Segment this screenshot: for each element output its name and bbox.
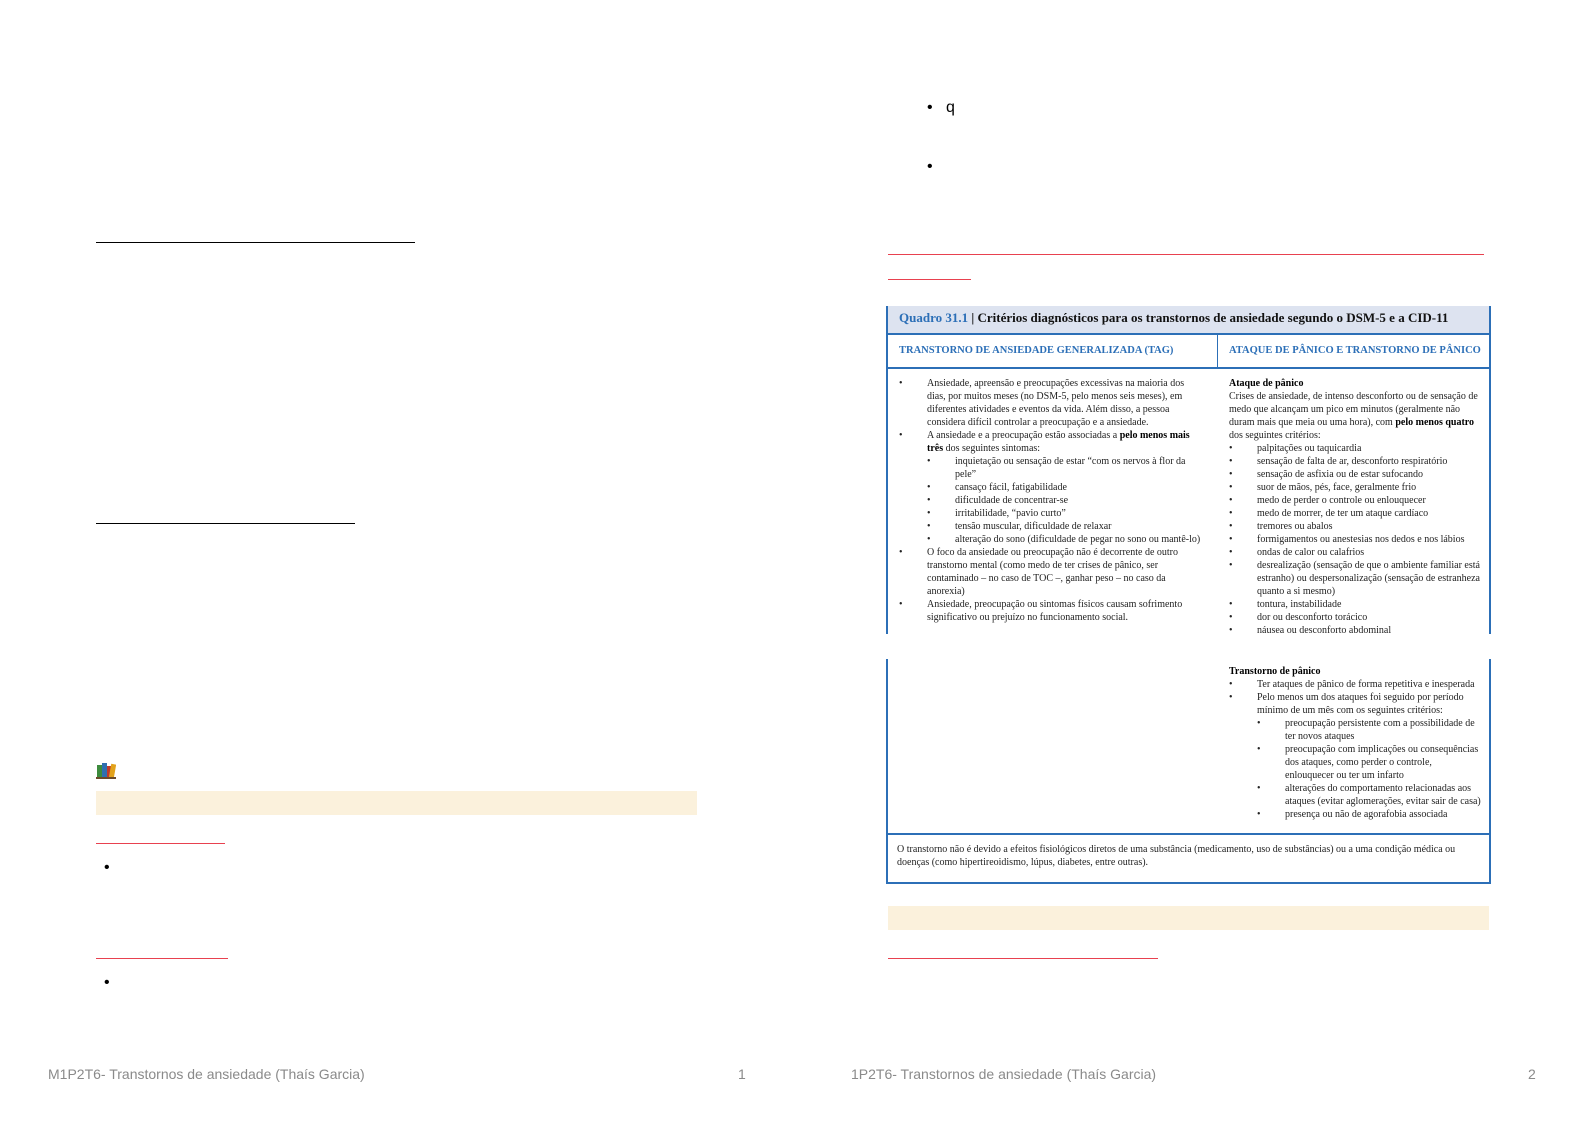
- tag-symptom: • cansaço fácil, fatigabilidade: [927, 481, 1205, 494]
- column-divider: [1217, 334, 1218, 367]
- panic-attack-heading: Ataque de pânico: [1229, 378, 1304, 389]
- tag-symptom-list: [927, 455, 1205, 546]
- tag-criterion: • Ansiedade, apreensão e preocupações excessivas na maioria dos dias, por muitos meses (no DSM-5, pelo menos seis meses), em diferentes atividades e eventos da vida. Além disso, a pessoa considera difícil controlar a preocupação e a ansiedade.: [899, 377, 1205, 429]
- panic-criterion: • medo de morrer, de ter um ataque cardíaco: [1229, 507, 1481, 520]
- tag-criterion: • A ansiedade e a preocupação estão associadas a pelo menos mais três dos seguintes sintomas: • inquietação ou sensação de estar “com os nervos à flor da pele” • cansaço fácil, fatigabilidade • dificuldade de concentrar-se • irritabilidade, “pavio curto” • tensão muscular, dificuldade de relaxar • alteração do sono (dificuldade de pegar no sono ou mantê-lo): [899, 429, 1205, 546]
- table-number: Quadro 31.1: [899, 310, 969, 325]
- panic-attack-intro: Crises de ansiedade, de intenso desconforto ou de sensação de medo que alcançam um pico em minutos (geralmente não duram mais que meia ou uma hora), com pelo menos quatro dos seguintes critérios:: [1229, 391, 1478, 441]
- panic-criterion: • palpitações ou taquicardia: [1229, 442, 1481, 455]
- bullet-point: •: [104, 859, 110, 876]
- panic-attack-list: [1229, 442, 1481, 637]
- bullet-point: •: [104, 974, 110, 991]
- table-divider: [888, 333, 1489, 335]
- tag-symptom: • irritabilidade, “pavio curto”: [927, 507, 1205, 520]
- panic-criterion: • formigamentos ou anestesias nos dedos e nos lábios: [1229, 533, 1481, 546]
- tag-symptom: • alteração do sono (dificuldade de pegar no sono ou mantê-lo): [927, 533, 1205, 546]
- table-footnote: O transtorno não é devido a efeitos fisiológicos diretos de uma substância (medicamento, uso de substâncias) ou a uma condição médica ou doenças (como hipertireoidismo, lúpus, diabetes, entre outras).: [897, 844, 1456, 868]
- panic-criterion: • sensação de falta de ar, desconforto respiratório: [1229, 455, 1481, 468]
- table-title-separator: |: [968, 310, 978, 325]
- panic-criterion: • dor ou desconforto torácico: [1229, 611, 1481, 624]
- panic-disorder-criterion: • Ter ataques de pânico de forma repetitiva e inesperada: [1229, 678, 1481, 691]
- panic-disorder-list: [1229, 678, 1481, 821]
- panic-criterion: • desrealização (sensação de que o ambiente familiar está estranho) ou despersonalização (sensação de estranheza quanto a si mesmo): [1229, 559, 1481, 598]
- panic-disorder-heading: Transtorno de pânico: [1229, 666, 1321, 677]
- tag-symptom: • inquietação ou sensação de estar “com os nervos à flor da pele”: [927, 455, 1205, 481]
- criteria-table-figure-continued: [886, 659, 1491, 884]
- books-icon: [96, 761, 116, 779]
- highlight-bar: [96, 791, 697, 815]
- panic-attack-criteria: [1229, 377, 1481, 637]
- panic-criterion: • ondas de calor ou calafrios: [1229, 546, 1481, 559]
- col1-header: TRANSTORNO DE ANSIEDADE GENERALIZADA (TAG): [899, 345, 1174, 356]
- red-underline: [888, 279, 971, 280]
- panic-disorder-subcriterion: • preocupação persistente com a possibilidade de ter novos ataques: [1257, 717, 1481, 743]
- panic-criterion: • tontura, instabilidade: [1229, 598, 1481, 611]
- heading-underline: [96, 242, 415, 243]
- table-divider: [888, 833, 1489, 835]
- footer-title: 1P2T6- Transtornos de ansiedade (Thaís Garcia): [851, 1066, 1157, 1082]
- panic-disorder-criterion: • Pelo menos um dos ataques foi seguido por período mínimo de um mês com os seguintes critérios: • preocupação persistente com a possibilidade de ter novos ataques • preocupação com implicações ou consequências dos ataques, como perder o controle, enlouquecer ou ter um infarto • alterações do comportamento relacionadas aos ataques (evitar aglomerações, evitar sair de casa) • presença ou não de agorafobia associada: [1229, 691, 1481, 821]
- panic-disorder-subcriterion: • preocupação com implicações ou consequências dos ataques, como perder o controle, enlouquecer ou ter um infarto: [1257, 743, 1481, 782]
- panic-criterion: • suor de mãos, pés, face, geralmente frio: [1229, 481, 1481, 494]
- heading-underline: [96, 523, 355, 524]
- tag-criterion: • Ansiedade, preocupação ou sintomas físicos causam sofrimento significativo ou prejuízo no funcionamento social.: [899, 598, 1205, 624]
- red-underline: [96, 958, 228, 959]
- panic-disorder-subcriterion: • alterações do comportamento relacionadas aos ataques (evitar aglomerações, evitar sair de casa): [1257, 782, 1481, 808]
- red-underline: [96, 843, 225, 844]
- panic-criterion: • tremores ou abalos: [1229, 520, 1481, 533]
- table-title-text: Critérios diagnósticos para os transtornos de ansiedade segundo o DSM-5 e a CID-11: [977, 310, 1449, 325]
- panic-criterion: • náusea ou desconforto abdominal: [1229, 624, 1481, 637]
- red-underline: [888, 254, 1484, 255]
- bullet-point: •: [927, 158, 933, 175]
- highlight-bar: [888, 906, 1489, 930]
- bullet-point: •: [927, 99, 933, 116]
- page-number: 2: [1528, 1066, 1536, 1082]
- table-divider: [888, 367, 1489, 369]
- panic-criterion: • medo de perder o controle ou enlouquecer: [1229, 494, 1481, 507]
- page-number: 1: [738, 1066, 746, 1082]
- panic-disorder-criteria: [1229, 665, 1481, 821]
- col2-header: ATAQUE DE PÂNICO E TRANSTORNO DE PÂNICO: [1229, 345, 1481, 356]
- tag-symptom: • tensão muscular, dificuldade de relaxar: [927, 520, 1205, 533]
- criteria-table-figure: [886, 306, 1491, 634]
- bullet-text: q: [946, 99, 955, 116]
- panic-disorder-subcriterion: • presença ou não de agorafobia associada: [1257, 808, 1481, 821]
- tag-criteria: [899, 377, 1205, 624]
- red-underline: [888, 958, 1158, 959]
- table-title: [888, 306, 1489, 334]
- panic-criterion: • sensação de asfixia ou de estar sufocando: [1229, 468, 1481, 481]
- tag-symptom: • dificuldade de concentrar-se: [927, 494, 1205, 507]
- tag-criterion: • O foco da ansiedade ou preocupação não é decorrente de outro transtorno mental (como medo de ter crises de pânico, ser contaminado – no caso de TOC –, ganhar peso – no caso da anorexia): [899, 546, 1205, 598]
- panic-disorder-sublist: [1257, 717, 1481, 821]
- footer-title: M1P2T6- Transtornos de ansiedade (Thaís Garcia): [48, 1066, 365, 1082]
